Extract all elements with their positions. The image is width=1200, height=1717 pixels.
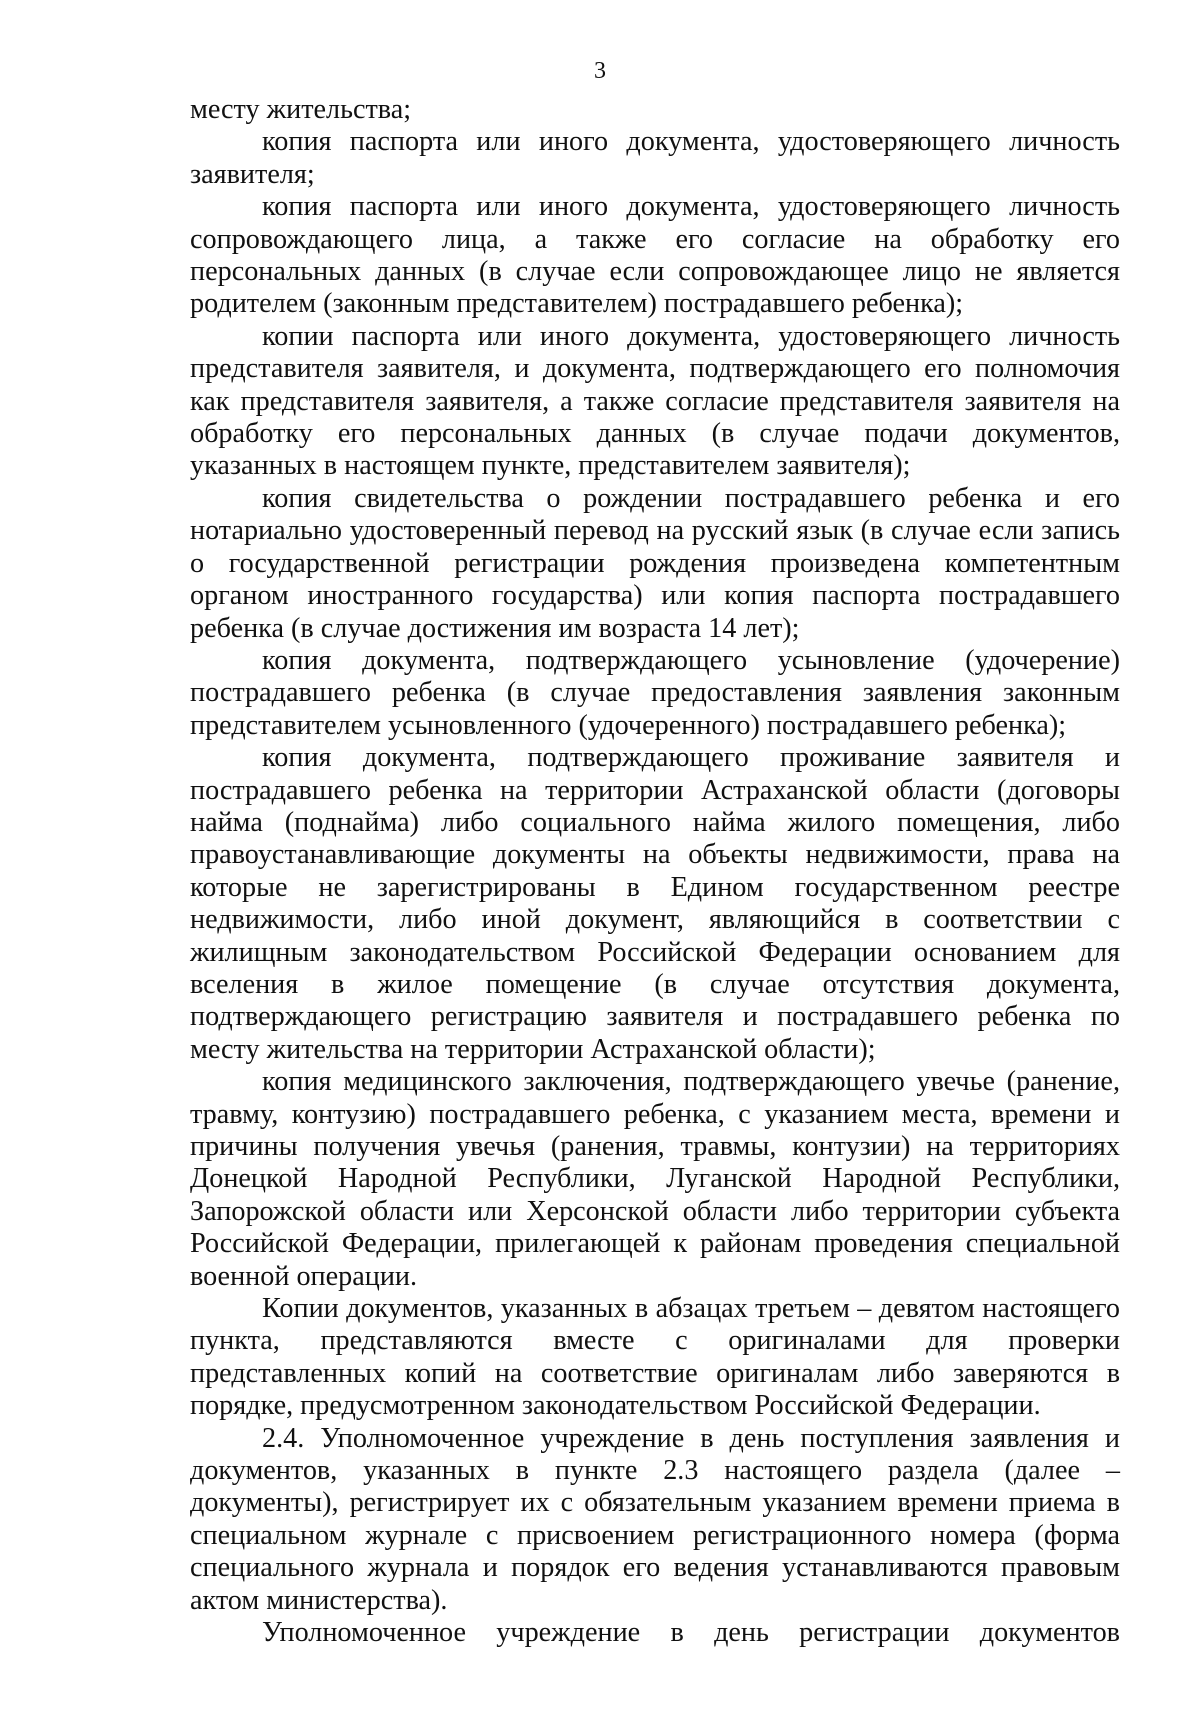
paragraph-residence-continuation: месту жительства; xyxy=(190,94,412,125)
paragraph-registration-day: Уполномоченное учреждение в день регистрации документов xyxy=(262,1617,1120,1649)
paragraph-applicant-passport: копия паспорта или иного документа, удостоверяющего личность заявителя; xyxy=(190,126,1120,190)
page-number: 3 xyxy=(594,58,606,84)
paragraph-adoption-document: копия документа, подтверждающего усыновление (удочерение) пострадавшего ребенка (в случае предоставления заявления законным представителем усыновленного (удочеренного) пострадавшего ребенка); xyxy=(190,644,1120,741)
paragraph-birth-certificate: копия свидетельства о рождении пострадавшего ребенка и его нотариально удостоверенный перевод на русский язык (в случае если запись о государственной регистрации рождения произведена компетентным органом иностранного государства) или копия паспорта пострадавшего ребенка (в случае достижения им возраста 14 лет); xyxy=(190,482,1120,644)
document-body xyxy=(190,94,1120,1650)
paragraph-representative-passport: копии паспорта или иного документа, удостоверяющего личность представителя заявителя, и документа, подтверждающего его полномочия как представителя заявителя, а также согласие представителя заявителя на обработку его персональных данных (в случае подачи документов, указанных в настоящем пункте, представителем заявителя); xyxy=(190,320,1120,482)
paragraph-medical-conclusion: копия медицинского заключения, подтверждающего увечье (ранение, травму, контузию) пострадавшего ребенка, с указанием места, времени и причины получения увечья (ранения, травмы, контузии) на территориях Донецкой Народной Республики, Луганской Народной Республики, Запорожской области или Херсонской области либо территории субъекта Российской Федерации, прилегающей к районам проведения специальной военной операции. xyxy=(190,1066,1120,1292)
paragraph-escort-passport: копия паспорта или иного документа, удостоверяющего личность сопровождающего лица, а также его согласие на обработку его персональных данных (в случае если сопровождающее лицо не является родителем (законным представителем) пострадавшего ребенка); xyxy=(190,191,1120,320)
paragraph-residence-document: копия документа, подтверждающего проживание заявителя и пострадавшего ребенка на территории Астраханской области (договоры найма (поднайма) либо социального найма жилого помещения, либо правоустанавливающие документы на объекты недвижимости, права на которые не зарегистрированы в Едином государственном реестре недвижимости, либо иной документ, являющийся в соответствии с жилищным законодательством Российской Федерации основанием для вселения в жилое помещение (в случае отсутствия документа, подтверждающего регистрацию заявителя и пострадавшего ребенка по месту жительства на территории Астраханской области); xyxy=(190,742,1120,1065)
paragraph-section-2-4: 2.4. Уполномоченное учреждение в день поступления заявления и документов, указанных в пункте 2.3 настоящего раздела (далее – документы), регистрирует их с обязательным указанием времени приема в специальном журнале с присвоением регистрационного номера (форма специального журнала и порядок его ведения устанавливаются правовым актом министерства). xyxy=(190,1422,1120,1616)
paragraph-copies-originals: Копии документов, указанных в абзацах третьем – девятом настоящего пункта, представляются вместе с оригиналами для проверки представленных копий на соответствие оригиналам либо заверяются в порядке, предусмотренном законодательством Российской Федерации. xyxy=(190,1293,1120,1422)
